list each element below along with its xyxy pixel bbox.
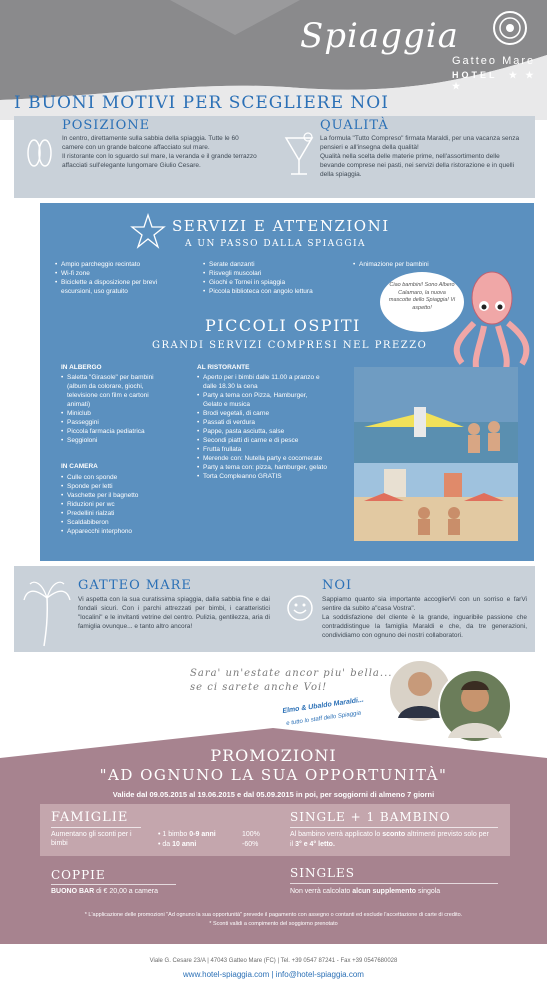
divider — [51, 884, 176, 885]
list-item: • Ampio parcheggio recintato — [55, 260, 185, 269]
shell-logo-icon — [490, 8, 530, 48]
servizi-title: SERVIZI E ATTENZIONI — [172, 217, 390, 235]
row-label: 1 bimbo — [162, 831, 190, 838]
famiglie-value: -60% — [242, 841, 259, 848]
list-item: • Aperto per i bimbi dalle 11.00 a pranzo e dalle 18.30 la cena — [197, 373, 327, 391]
piccoli-title: PICCOLI OSPITI — [205, 316, 361, 335]
noi-title: NOI — [322, 578, 353, 593]
gatteo-text: Vi aspetta con la sua curatissima spiaggia, dalla sabbia fine e dai fondali sicuri. Con i parchi attrezzati per bimbi, i caratteristici "localini" e le invitanti vetrine del centro. Pulizia, gentilezza, aria di famiglia ovunque... e tanto altro ancora! — [78, 596, 270, 630]
list-item: • Animazione per bambini — [353, 260, 473, 269]
quote-line-1: Sara' un'estate ancor piu' bella... — [190, 668, 393, 679]
list-item: • Sponde per letti — [61, 482, 171, 491]
coppie-rest: di € 20,00 a camera — [94, 888, 158, 895]
photo-beach-image — [354, 463, 518, 541]
list-item: • Miniclub — [61, 409, 161, 418]
stars-icon: ★ ★ ★ — [452, 70, 537, 91]
logo-subtitle: Gatteo Mare — [452, 55, 536, 67]
list-item: • Riduzioni per wc — [61, 500, 171, 509]
footer — [0, 944, 547, 994]
famiglie-rows — [158, 830, 216, 850]
piccoli-subtitle: GRANDI SERVIZI COMPRESI NEL PREZZO — [152, 340, 428, 351]
qualita-text: La formula "Tutto Compreso" firmata Maraldi, per una vacanza senza pensieri e all'insegna della qualità! Qualità nella scelta delle materie prime, nell'assortimento delle bevande comprese nei pasti, nei servizi della ristorazione e in quelli della spiaggia. — [320, 135, 520, 178]
promo-note-1: * L'applicazione delle promozioni "Ad ognuno la sua opportunità" prevede il pagamento con assegno o contanti ed esclude l'accettazione di carte di credito. — [84, 912, 463, 918]
singles-bold: alcun supplemento — [352, 888, 417, 895]
single-text-2: altrimenti previsto solo per il — [290, 831, 489, 848]
list-item: • Secondi piatti di carne e di pesce — [197, 436, 327, 445]
divider — [290, 883, 498, 884]
cocktail-icon — [282, 130, 316, 180]
smiley-icon — [286, 594, 314, 622]
list-item: • Saletta "Girasole" per bambini (album da colorare, giochi, televisione con film e cartoni animati) — [61, 373, 161, 409]
noi-text: Sappiamo quanto sia importante accoglierVi con un sorriso e farVi sentire da subito a"casa Vostra". La soddisfazione del cliente è la grande, inguaribile passione che contraddistingue la famiglia Maraldi e che, da tre generazioni, condividiamo con ognuno dei nostri collaboratori. — [322, 596, 527, 639]
row-label-bold: 10 anni — [172, 841, 197, 848]
famiglie-value: 100% — [242, 831, 260, 838]
list-item: • Party a tema con Pizza, Hamburger, Gelato e musica — [197, 391, 327, 409]
famiglie-values — [242, 830, 260, 850]
single-text — [290, 830, 490, 850]
singles-post: singola — [416, 888, 441, 895]
footer-web-link[interactable]: www.hotel-spiaggia.com | info@hotel-spiaggia.com — [183, 970, 364, 979]
list-item: • Vaschette per il bagnetto — [61, 491, 171, 500]
list-item: • Frutta frullata — [197, 445, 327, 454]
singles-text — [290, 888, 440, 895]
list-item: • Pappe, pasta asciutta, salse — [197, 427, 327, 436]
famiglie-text: Aumentano gli sconti per i bimbi — [51, 831, 132, 847]
starfish-icon — [130, 213, 166, 249]
quote-line-2: se ci sarete anche Voi! — [190, 682, 328, 693]
list-item: • Apparecchi interphono — [61, 527, 171, 536]
quote-sign-1: Elmo & Ubaldo Maraldi... — [282, 696, 365, 715]
promo-note-2: * Sconti validi a compimento del soggiorno prenotato — [209, 921, 338, 927]
list-item: • Serate danzanti — [203, 260, 343, 269]
famiglie-title: FAMIGLIE — [51, 810, 129, 825]
list-item: • Predellini rialzati — [61, 509, 171, 518]
list-item: • Seggioloni — [61, 436, 161, 445]
photo-pedalo-image — [354, 367, 518, 463]
photo-beach — [354, 463, 518, 541]
gatteo-title: GATTEO MARE — [78, 578, 192, 593]
single-text-bold-2: 3° e 4° letto. — [295, 841, 335, 848]
albergo-list — [61, 373, 161, 445]
intro-title: I BUONI MOTIVI PER SCEGLIERE NOI — [14, 93, 389, 113]
row-label: da — [162, 841, 173, 848]
list-item: • Piccola farmacia pediatrica — [61, 427, 161, 436]
list-item: • Culle con sponde — [61, 473, 171, 482]
logo-hotel — [452, 70, 547, 92]
list-item: • Risvegli muscolari — [203, 269, 343, 278]
list-item: • Biciclette a disposizione per brevi escursioni, uso gratuito — [55, 278, 185, 296]
divider — [290, 827, 498, 828]
coppie-text — [51, 888, 158, 895]
ristorante-title: AL RISTORANTE — [197, 364, 250, 371]
albergo-title: IN ALBERGO — [61, 364, 102, 371]
list-item: • Party a tema con: pizza, hamburger, gelato — [197, 463, 327, 472]
list-item: • Giochi e Tornei in spiaggia — [203, 278, 343, 287]
flip-flops-icon — [22, 136, 56, 170]
singles-pre: Non verrà calcolato — [290, 888, 353, 895]
servizi-subtitle: A UN PASSO DALLA SPIAGGIA — [185, 239, 367, 249]
photo-pedalo — [354, 367, 518, 463]
logo-text: Spiaggia — [300, 16, 459, 56]
quote-sign-2: e tutto lo staff dello Spiaggia — [286, 710, 362, 727]
row-label-bold: 0-9 anni — [189, 831, 216, 838]
coppie-bold: BUONO BAR — [51, 888, 95, 895]
servizi-list-1 — [55, 260, 185, 296]
list-item: • Wi-fi zone — [55, 269, 185, 278]
list-item: • Brodi vegetali, di carne — [197, 409, 327, 418]
posizione-text: In centro, direttamente sulla sabbia della spiaggia. Tutte le 60 camere con un grande balcone affacciato sul mare. Il ristorante con lo sguardo sul mare, la veranda e il grande terrazzo affacciati sull'elegante lungomare Giulio Cesare. — [62, 135, 257, 169]
promo-title: PROMOZIONI — [210, 746, 337, 765]
list-item: • Passeggini — [61, 418, 161, 427]
list-item: • Scaldabiberon — [61, 518, 171, 527]
promo-validity: Valide dal 09.05.2015 al 19.06.2015 e dal 05.09.2015 in poi, per soggiorni di almeno 7 giorni — [112, 790, 435, 799]
ristorante-list — [197, 373, 327, 481]
qualita-title: QUALITÀ — [320, 118, 389, 133]
posizione-title: POSIZIONE — [62, 118, 151, 133]
singles-title: SINGLES — [290, 866, 355, 880]
coppie-title: COPPIE — [51, 868, 106, 882]
single-text-1: Al bambino verrà applicato lo — [290, 831, 383, 838]
single-text-bold: sconto — [382, 831, 406, 838]
single-title: SINGLE + 1 BAMBINO — [290, 810, 451, 824]
list-item: • Passati di verdura — [197, 418, 327, 427]
palm-tree-icon — [22, 578, 72, 648]
servizi-list-2 — [203, 260, 343, 296]
list-item: • Torta Compleanno GRATIS — [197, 472, 327, 481]
famiglie-row: • 1 bimbo 0-9 anni — [158, 831, 216, 838]
camera-title: IN CAMERA — [61, 463, 98, 470]
logo-hotel-label: HOTEL — [452, 70, 498, 80]
divider — [51, 827, 141, 828]
speech-bubble: Ciao bambini! Sono Albero Calamaro, la nuova mascotte dello Spiaggia! Vi aspetto! — [380, 272, 464, 332]
footer-address: Viale G. Cesare 23/A | 47043 Gatteo Mare (FC) | Tel. +39 0547 87241 - Fax +39 0547680028 — [149, 958, 398, 964]
list-item: • Merende con: Nutella party e cocomerate — [197, 454, 327, 463]
promo-subtitle: "AD OGNUNO LA SUA OPPORTUNITÀ" — [99, 766, 448, 784]
famiglie-row: • da 10 anni — [158, 841, 197, 848]
list-item: • Piccola biblioteca con angolo lettura — [203, 287, 343, 296]
camera-list — [61, 473, 171, 536]
